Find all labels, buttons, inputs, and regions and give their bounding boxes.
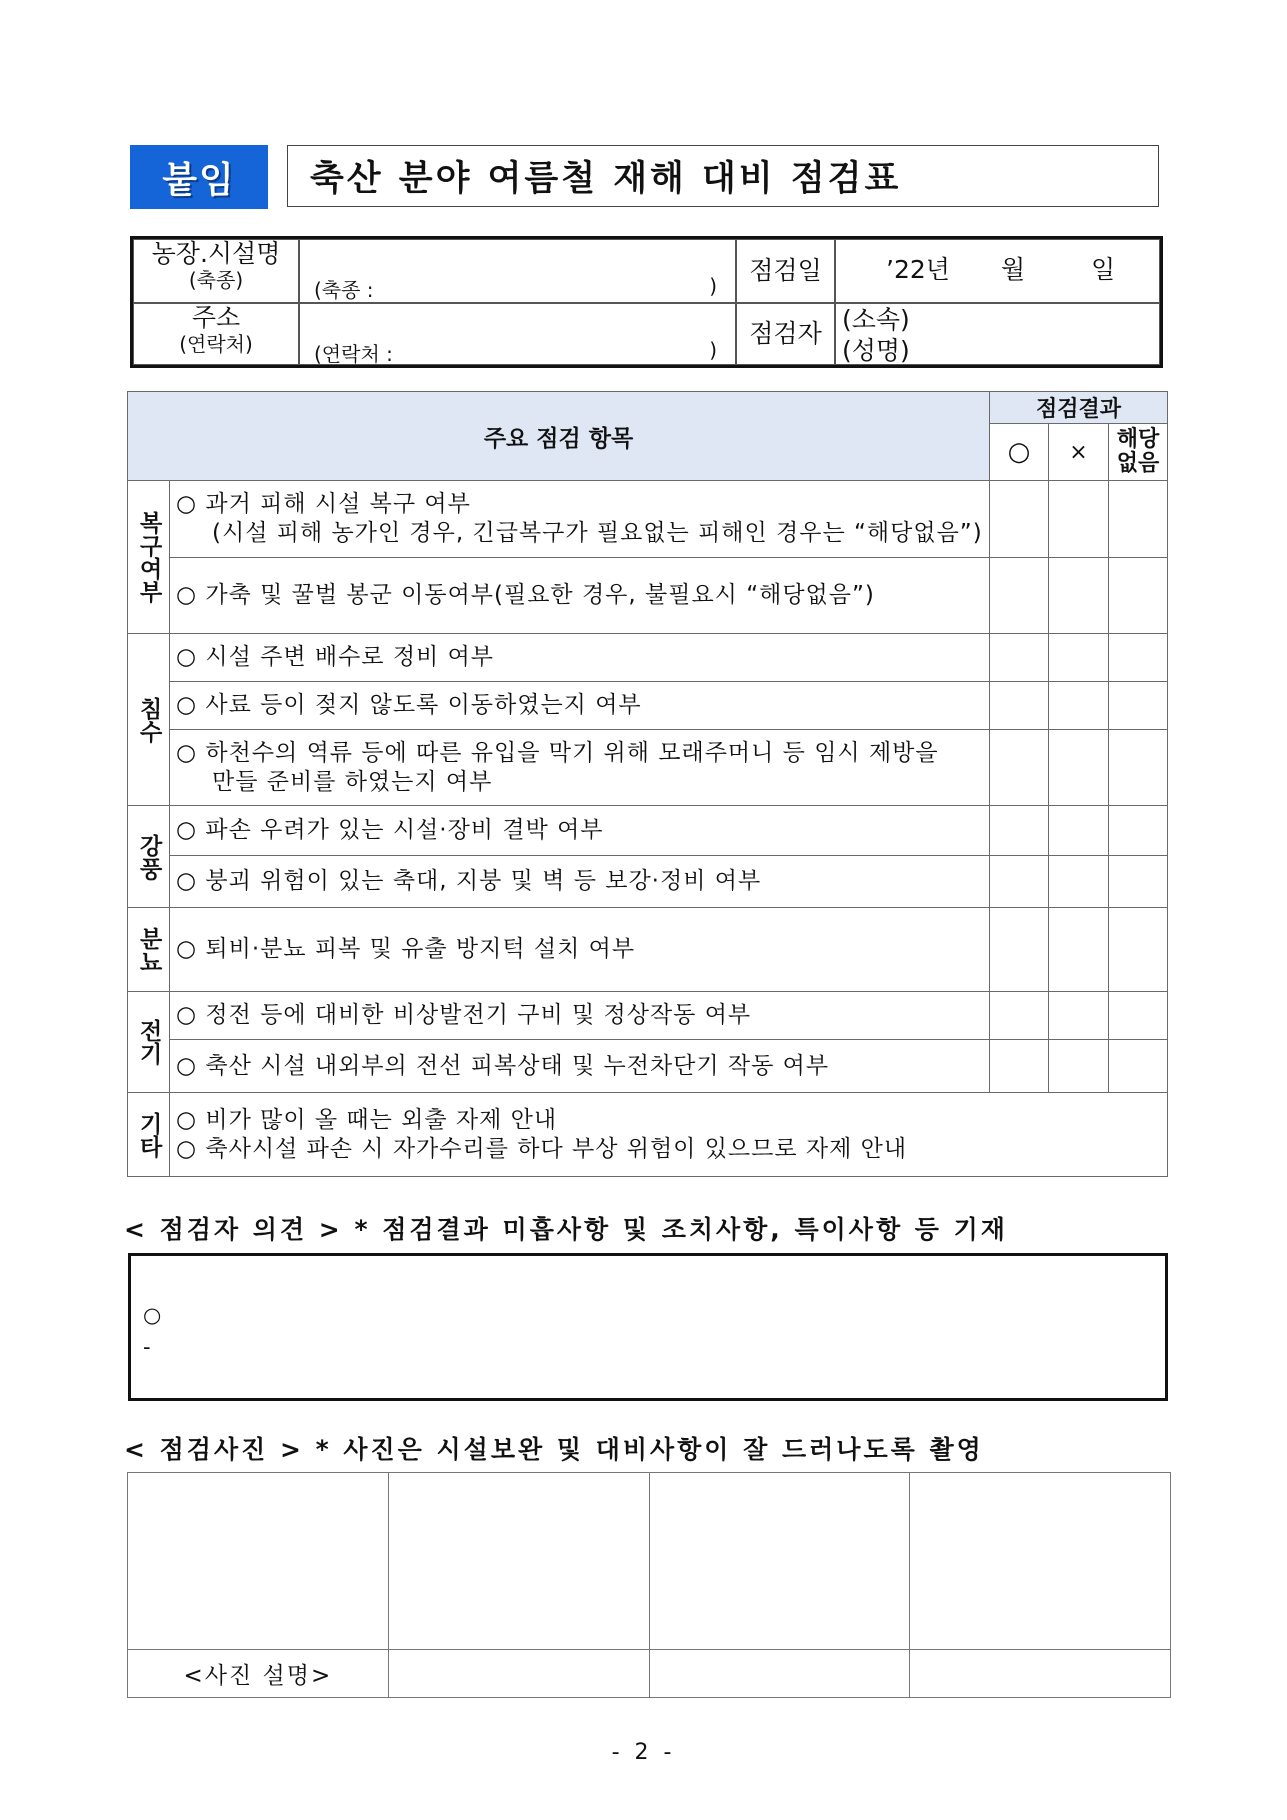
check-na[interactable]	[1109, 806, 1168, 856]
category-wind: 강풍	[128, 806, 170, 908]
document-title: 축산 분야 여름철 재해 대비 점검표	[287, 145, 1159, 207]
item-manure-1: ○ 퇴비·분뇨 피복 및 유출 방지턱 설치 여부	[170, 908, 990, 992]
check-o[interactable]	[990, 481, 1049, 558]
page-number: - 2 -	[611, 1740, 676, 1765]
address-value-cell[interactable]	[299, 303, 736, 365]
check-o[interactable]	[990, 908, 1049, 992]
check-na[interactable]	[1109, 730, 1168, 806]
check-na[interactable]	[1109, 1040, 1168, 1093]
check-x[interactable]	[1049, 481, 1109, 558]
opinion-box[interactable]	[128, 1253, 1168, 1401]
check-x[interactable]	[1049, 1040, 1109, 1093]
photo-slot-2[interactable]	[388, 1473, 649, 1650]
header-result: 점검결과	[990, 392, 1168, 424]
date-year: ’22년	[886, 255, 950, 284]
inspector-name: (성명)	[842, 336, 910, 366]
check-na[interactable]	[1109, 992, 1168, 1040]
address-value-close: )	[709, 338, 717, 362]
farm-label: 농장.시설명	[151, 239, 281, 268]
item-wind-2: ○ 붕괴 위험이 있는 축대, 지붕 및 벽 등 보강·정비 여부	[170, 856, 990, 908]
check-o[interactable]	[990, 992, 1049, 1040]
checklist-table	[127, 391, 1168, 1177]
opinion-line-1: ○	[143, 1303, 162, 1327]
check-x[interactable]	[1049, 856, 1109, 908]
farm-label-cell	[133, 239, 299, 303]
check-x[interactable]	[1049, 558, 1109, 634]
item-text: ○ 하천수의 역류 등에 따른 유입을 막기 위해 모래주머니 등 임시 제방을	[176, 739, 939, 766]
check-na[interactable]	[1109, 908, 1168, 992]
col-x-header: ×	[1049, 424, 1109, 481]
item-flooding-1: ○ 시설 주변 배수로 정비 여부	[170, 634, 990, 682]
header-items: 주요 점검 항목	[128, 392, 990, 481]
date-day: 일	[1091, 255, 1116, 284]
item-other	[170, 1093, 1168, 1177]
check-o[interactable]	[990, 806, 1049, 856]
farm-sub-label: (축종)	[188, 267, 244, 292]
item-other-2: ○ 축사시설 파손 시 자가수리를 하다 부상 위험이 있으므로 자제 안내	[176, 1135, 908, 1162]
item-flooding-2: ○ 사료 등이 젖지 않도록 이동하였는지 여부	[170, 682, 990, 730]
photo-table	[127, 1472, 1171, 1698]
date-label: 점검일	[736, 239, 835, 303]
photo-caption-4[interactable]	[910, 1650, 1171, 1698]
check-x[interactable]	[1049, 682, 1109, 730]
check-x[interactable]	[1049, 730, 1109, 806]
info-table	[130, 236, 1163, 368]
photo-caption: <사진 설명>	[128, 1650, 389, 1698]
photo-heading: < 점검사진 > * 사진은 시설보완 및 대비사항이 잘 드러나도록 촬영	[124, 1435, 984, 1464]
category-electric: 전기	[128, 992, 170, 1093]
item-flooding-3	[170, 730, 990, 806]
category-recovery: 복구여부	[128, 481, 170, 634]
check-na[interactable]	[1109, 682, 1168, 730]
address-label-cell	[133, 303, 299, 365]
address-label: 주소	[191, 303, 241, 332]
category-flooding: 침수	[128, 634, 170, 806]
item-text: ○ 과거 피해 시설 복구 여부	[176, 491, 471, 518]
photo-slot-4[interactable]	[910, 1473, 1171, 1650]
item-subtext: 만들 준비를 하였는지 여부	[212, 768, 493, 795]
address-sub-label: (연락처)	[179, 331, 253, 356]
inspector-value-cell[interactable]	[835, 303, 1160, 365]
check-na[interactable]	[1109, 856, 1168, 908]
check-x[interactable]	[1049, 806, 1109, 856]
item-wind-1: ○ 파손 우려가 있는 시설·장비 결박 여부	[170, 806, 990, 856]
item-recovery-1	[170, 481, 990, 558]
opinion-line-2: -	[143, 1334, 151, 1359]
date-month: 월	[1001, 255, 1026, 284]
farm-value-close: )	[709, 274, 717, 298]
check-x[interactable]	[1049, 992, 1109, 1040]
category-other: 기타	[128, 1093, 170, 1177]
address-value: (연락처 :	[314, 342, 393, 366]
check-na[interactable]	[1109, 634, 1168, 682]
inspector-affiliation: (소속)	[842, 305, 910, 334]
check-o[interactable]	[990, 558, 1049, 634]
attachment-badge: 붙임	[130, 145, 268, 209]
check-o[interactable]	[990, 856, 1049, 908]
check-o[interactable]	[990, 634, 1049, 682]
opinion-heading: < 점검자 의견 > * 점검결과 미흡사항 및 조치사항, 특이사항 등 기재	[124, 1215, 1008, 1244]
check-x[interactable]	[1049, 634, 1109, 682]
category-manure: 분뇨	[128, 908, 170, 992]
check-na[interactable]	[1109, 481, 1168, 558]
col-o-header: ○	[990, 424, 1049, 481]
photo-slot-1[interactable]	[128, 1473, 389, 1650]
check-o[interactable]	[990, 1040, 1049, 1093]
check-na[interactable]	[1109, 558, 1168, 634]
photo-caption-3[interactable]	[649, 1650, 910, 1698]
item-electric-2: ○ 축산 시설 내외부의 전선 피복상태 및 누전차단기 작동 여부	[170, 1040, 990, 1093]
photo-caption-2[interactable]	[388, 1650, 649, 1698]
item-subtext: (시설 피해 농가인 경우, 긴급복구가 필요없는 피해인 경우는 “해당없음”)	[212, 520, 983, 546]
item-electric-1: ○ 정전 등에 대비한 비상발전기 구비 및 정상작동 여부	[170, 992, 990, 1040]
check-x[interactable]	[1049, 908, 1109, 992]
item-recovery-2: ○ 가축 및 꿀벌 봉군 이동여부(필요한 경우, 불필요시 “해당없음”)	[170, 558, 990, 634]
check-o[interactable]	[990, 682, 1049, 730]
col-na-header: 해당 없음	[1109, 424, 1168, 481]
farm-value: (축종 :	[314, 278, 374, 302]
item-other-1: ○ 비가 많이 올 때는 외출 자제 안내	[176, 1106, 558, 1133]
photo-slot-3[interactable]	[649, 1473, 910, 1650]
check-o[interactable]	[990, 730, 1049, 806]
farm-value-cell[interactable]	[299, 239, 736, 303]
date-value-cell[interactable]	[835, 239, 1160, 303]
inspector-label: 점검자	[736, 303, 835, 365]
